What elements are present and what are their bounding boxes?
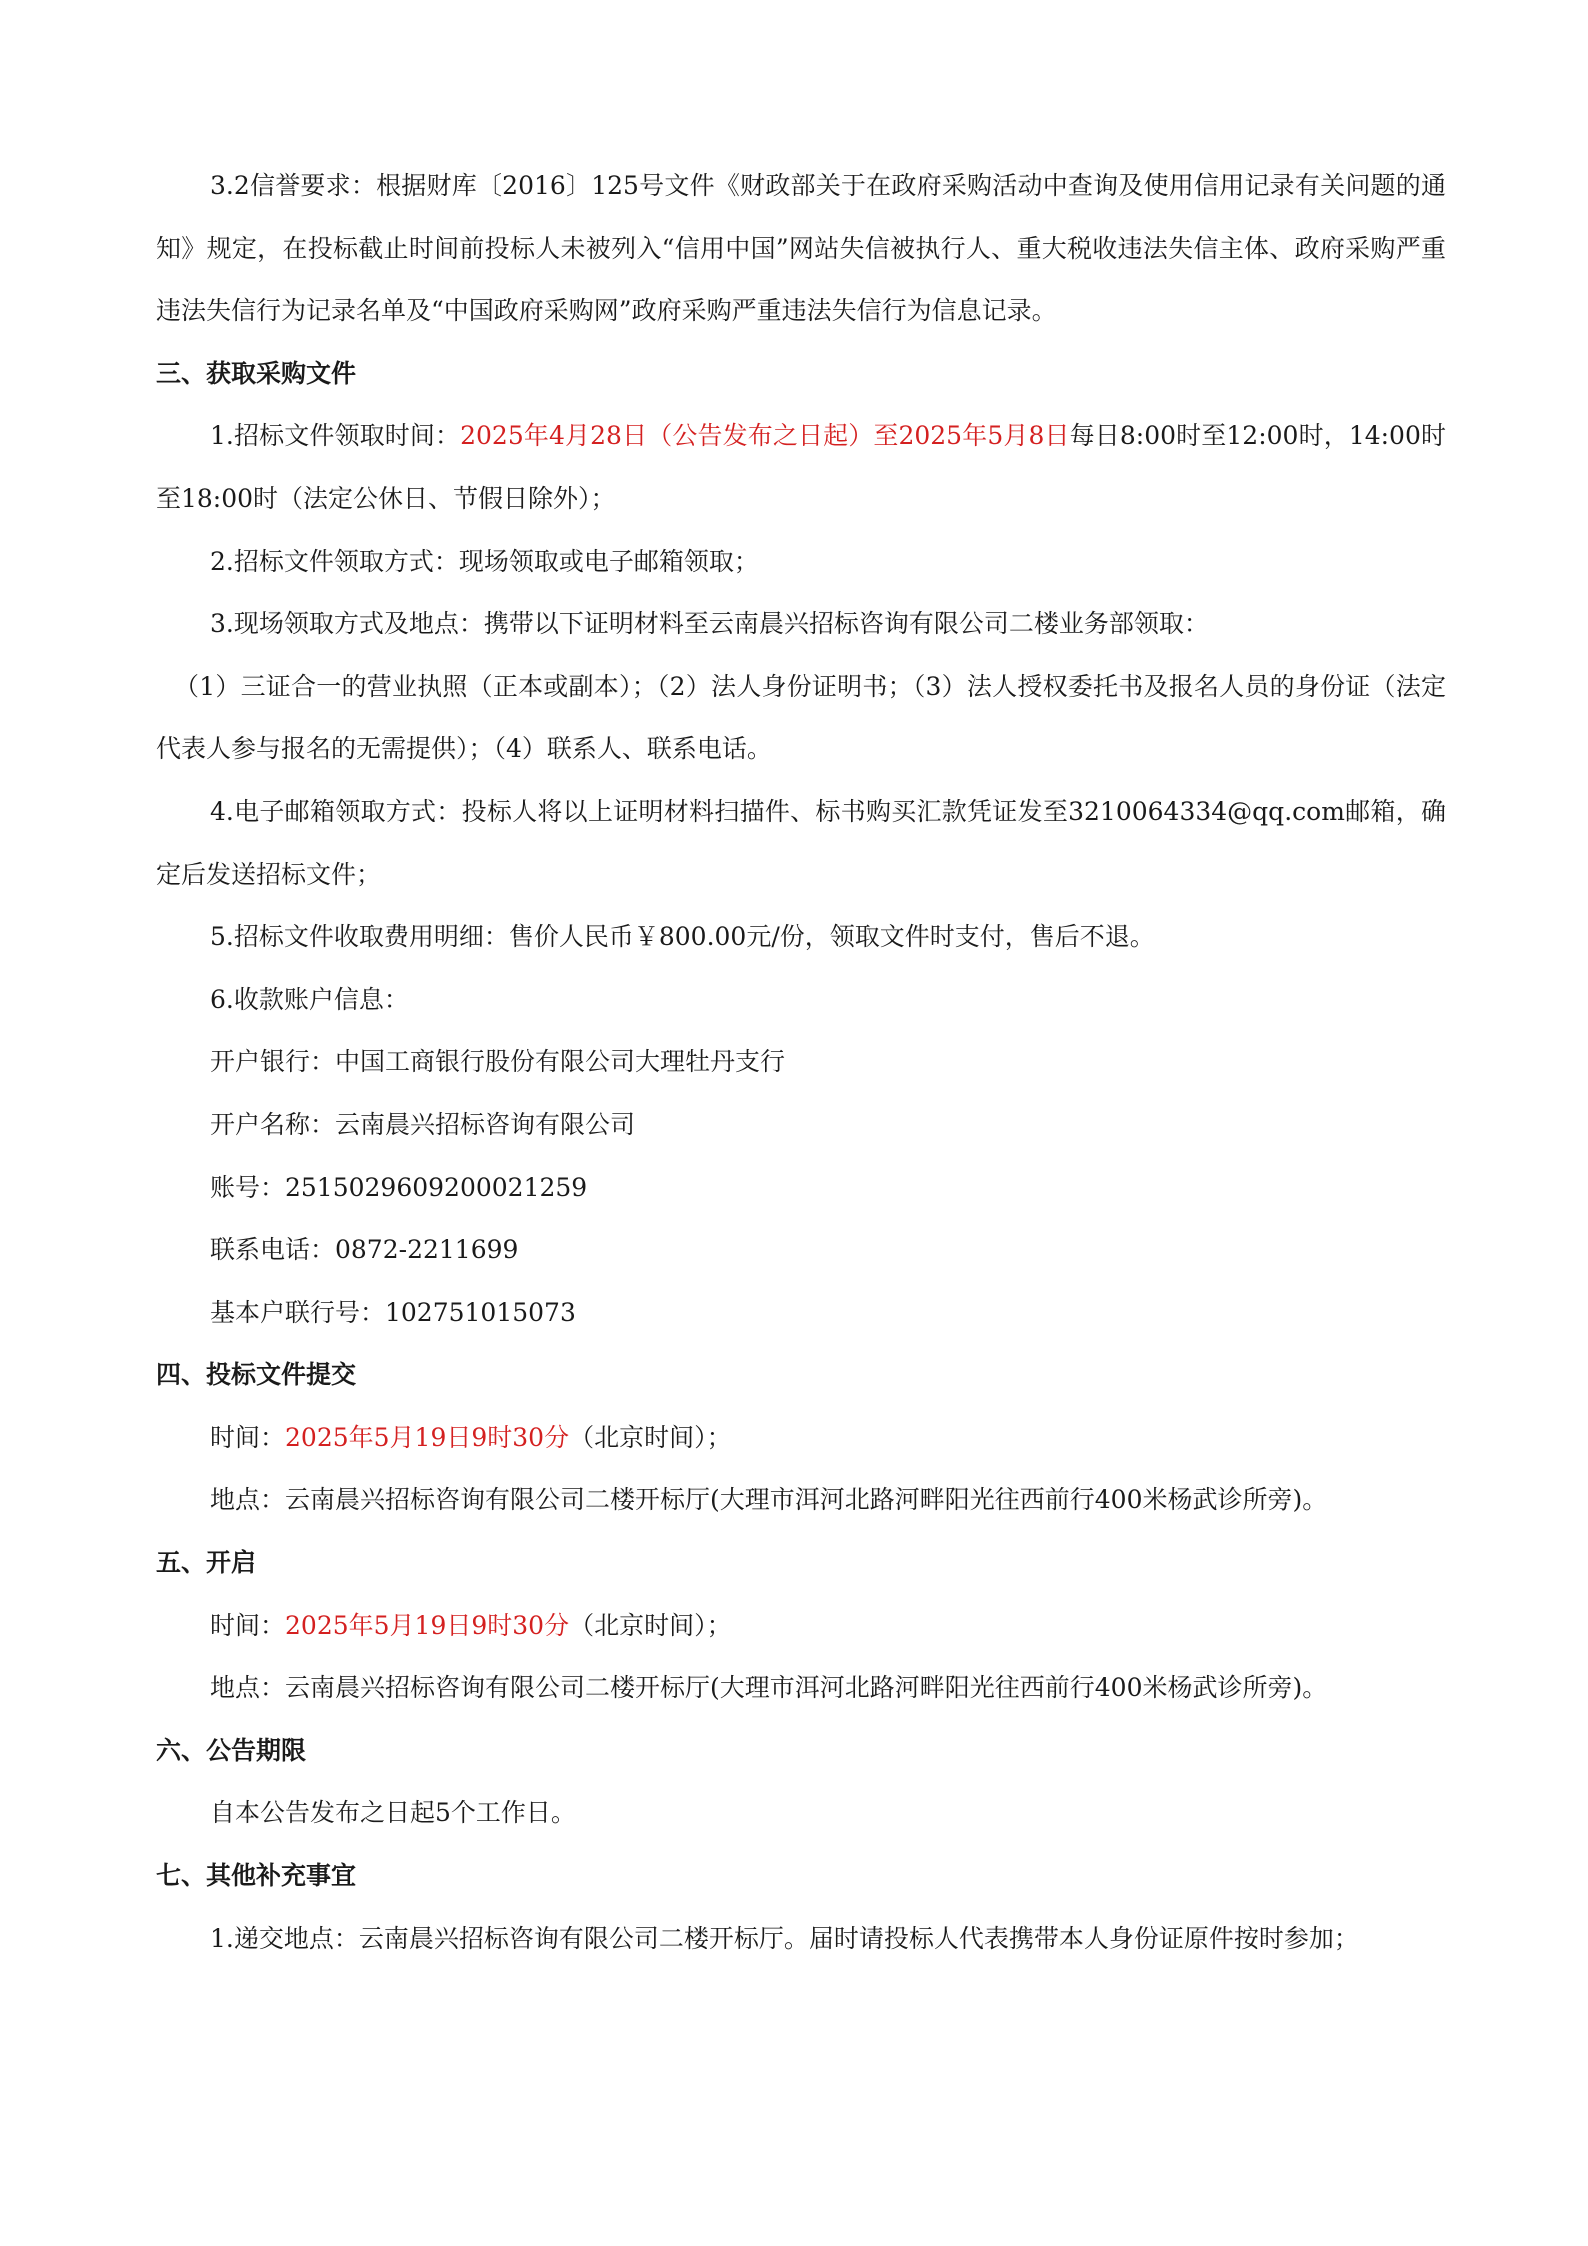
time-label: 时间：: [210, 1610, 286, 1640]
section-4-heading: 四、投标文件提交: [156, 1360, 357, 1390]
section-3-item-4: 4.电子邮箱领取方式：投标人将以上证明材料扫描件、标书购买汇款凭证发至3210064334@qq.com邮箱，确定后发送招标文件；: [156, 796, 1446, 889]
section-4-time: [156, 1407, 1446, 1470]
section-3-heading: 三、获取采购文件: [156, 358, 357, 388]
section-3-item-6: 6.收款账户信息：: [210, 984, 409, 1014]
section-3-item-3: 3.现场领取方式及地点：携带以下证明材料至云南晨兴招标咨询有限公司二楼业务部领取：: [210, 609, 1209, 639]
section-3-item-2: 2.招标文件领取方式：现场领取或电子邮箱领取；: [210, 546, 759, 576]
account-name: 开户名称：云南晨兴招标咨询有限公司: [210, 1109, 636, 1139]
time-zone-note: （北京时间）；: [569, 1422, 732, 1452]
opening-time: 2025年5月19日9时30分: [285, 1610, 570, 1640]
section-7-item-1: 1.递交地点：云南晨兴招标咨询有限公司二楼开标厅。届时请投标人代表携带本人身份证原件按时参加；: [210, 1923, 1359, 1953]
item-1-date-range: 2025年4月28日（公告发布之日起）至2025年5月8日: [460, 421, 1070, 451]
document-body: [156, 155, 1446, 1970]
account-number: 账号：2515029609200021259: [210, 1172, 588, 1202]
time-zone-note: （北京时间）；: [569, 1610, 732, 1640]
section-7-heading: 七、其他补充事宜: [156, 1861, 357, 1891]
section-4-place: 地点：云南晨兴招标咨询有限公司二楼开标厅(大理市洱河北路河畔阳光往西前行400米杨武诊所旁)。: [210, 1485, 1328, 1515]
section-5-place: 地点：云南晨兴招标咨询有限公司二楼开标厅(大理市洱河北路河畔阳光往西前行400米杨武诊所旁)。: [210, 1673, 1328, 1703]
submission-deadline: 2025年5月19日9时30分: [285, 1422, 570, 1452]
section-3-item-5: 5.招标文件收取费用明细：售价人民币￥800.00元/份，领取文件时支付，售后不退。: [210, 922, 1155, 952]
section-5-time: [156, 1595, 1446, 1658]
item-1-suffix: 每日8:00时至12:00时，14:00时至18:00时（法定公休日、节假日除外）；: [156, 421, 1446, 513]
section-3-item-3-materials: （1）三证合一的营业执照（正本或副本）；（2）法人身份证明书；（3）法人授权委托书及报名人员的身份证（法定代表人参与报名的无需提供）；（4）联系人、联系电话。: [156, 671, 1446, 764]
item-1-prefix: 1.招标文件领取时间：: [210, 421, 461, 451]
credit-requirement-paragraph: 3.2信誉要求：根据财库〔2016〕125号文件《财政部关于在政府采购活动中查询及使用信用记录有关问题的通知》规定，在投标截止时间前投标人未被列入“信用中国”网站失信被执行人、重大税收违法失信主体、政府采购严重违法失信行为记录名单及“中国政府采购网”政府采购严重违法失信行为信息记录。: [156, 171, 1446, 326]
bank-code: 基本户联行号：102751015073: [210, 1297, 576, 1327]
section-6-heading: 六、公告期限: [156, 1735, 307, 1765]
section-6-text: 自本公告发布之日起5个工作日。: [210, 1798, 576, 1828]
section-3-item-1: [156, 405, 1446, 530]
bank-name: 开户银行：中国工商银行股份有限公司大理牡丹支行: [210, 1047, 786, 1077]
section-5-heading: 五、开启: [156, 1548, 257, 1578]
contact-phone: 联系电话：0872-2211699: [210, 1235, 519, 1265]
time-label: 时间：: [210, 1422, 286, 1452]
